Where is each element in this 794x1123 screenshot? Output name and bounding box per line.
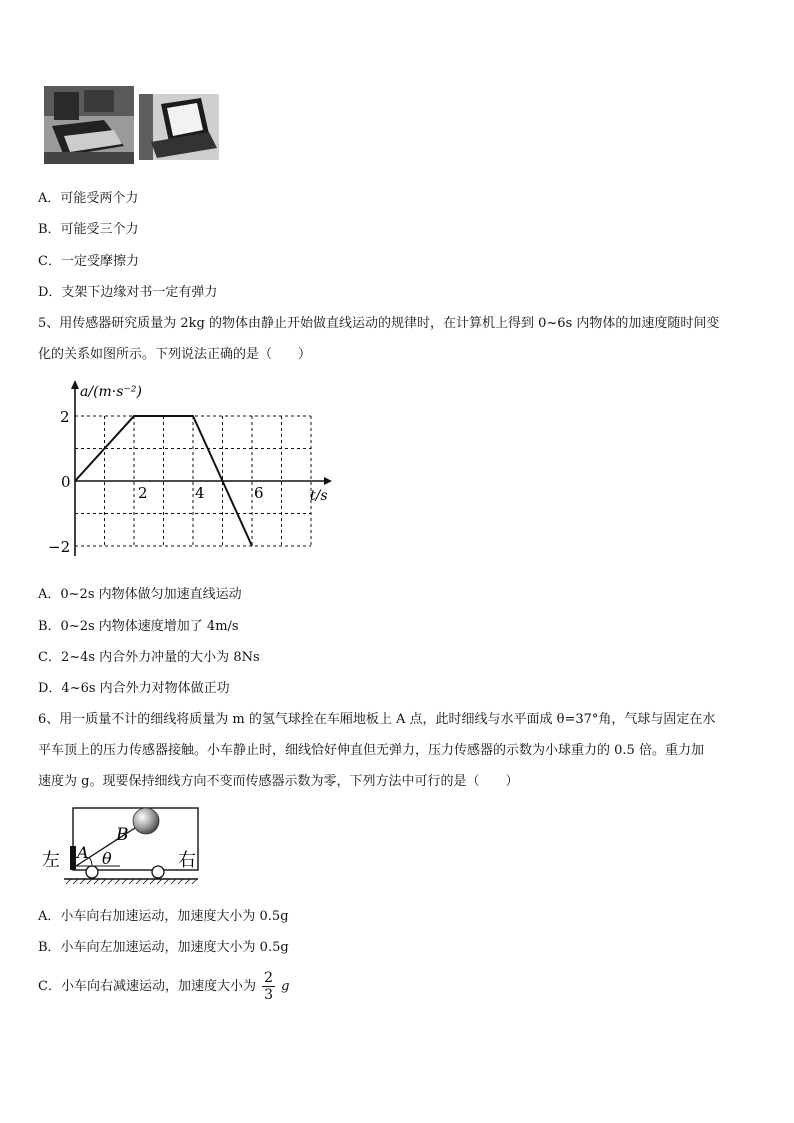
q6-option-a: A．小车向右加速运动，加速度大小为 0.5g xyxy=(38,909,289,924)
x-tick-6: 6 xyxy=(254,484,264,502)
anchor-block xyxy=(70,846,76,870)
x-tick-4: 4 xyxy=(195,484,205,502)
x-tick-2: 2 xyxy=(138,484,148,502)
q5-option-c: C．2~4s 内合外力冲量的大小为 8Ns xyxy=(38,650,260,665)
q4-option-d: D．支架下边缘对书一定有弹力 xyxy=(38,285,218,300)
wheel-right xyxy=(152,866,164,878)
book-stand-photo-1 xyxy=(44,86,134,164)
y-tick-0: 0 xyxy=(61,473,71,491)
ground-hatching xyxy=(66,879,197,884)
t-axis-label: t/s xyxy=(310,488,328,504)
q6-option-c-text: C．小车向右减速运动，加速度大小为 xyxy=(38,979,256,994)
label-left: 左 xyxy=(42,850,60,871)
t-axis-arrow xyxy=(324,477,332,485)
fraction-two-thirds xyxy=(262,970,275,1003)
balloon xyxy=(133,808,159,834)
y-tick-minus-2: −2 xyxy=(48,538,71,556)
q5-stem-line-2: 化的关系如图所示。下列说法正确的是（ ） xyxy=(38,347,312,362)
fraction-numerator: 2 xyxy=(264,970,274,986)
label-a: A xyxy=(77,843,89,862)
q6-stem-line-3: 速度为 g。现要保持细线方向不变而传感器示数为零，下列方法中可行的是（ ） xyxy=(38,774,519,789)
q5-stem-line-1: 5、用传感器研究质量为 2kg 的物体由静止开始做直线运动的规律时，在计算机上得到 0~6s 内物体的加速度随时间变 xyxy=(38,316,720,331)
q4-option-b: B．可能受三个力 xyxy=(38,222,139,237)
q6-stem-line-2: 平车顶上的压力传感器接触。小车静止时，细线恰好伸直但无弹力，压力传感器的示数为小球重力的 0.5 倍。重力加 xyxy=(38,743,704,758)
fraction-denominator: 3 xyxy=(264,987,274,1003)
q6-option-c xyxy=(38,970,289,1003)
q5-option-d: D．4~6s 内合外力对物体做正功 xyxy=(38,681,230,696)
q5-option-b: B．0~2s 内物体速度增加了 4m/s xyxy=(38,619,239,634)
a-axis-arrow xyxy=(71,380,79,389)
q6-stem-line-1: 6、用一质量不计的细线将质量为 m 的氢气球拴在车厢地板上 A 点，此时细线与水平面成 θ=37°角，气球与固定在水 xyxy=(38,712,716,727)
q5-option-a: A．0~2s 内物体做匀加速直线运动 xyxy=(38,587,242,602)
wheel-left xyxy=(86,866,98,878)
acceleration-time-graph xyxy=(40,374,340,564)
angle-arc xyxy=(89,857,92,866)
label-theta: θ xyxy=(102,849,112,868)
label-right: 右 xyxy=(178,850,196,871)
a-axis-label: a/(m·s⁻²) xyxy=(80,384,142,400)
cart-balloon-diagram xyxy=(40,800,210,890)
q6-option-b: B．小车向左加速运动，加速度大小为 0.5g xyxy=(38,940,289,955)
q4-option-c: C．一定受摩擦力 xyxy=(38,254,139,269)
q6-option-c-g: g xyxy=(281,979,290,994)
q4-option-a: A．可能受两个力 xyxy=(38,191,139,206)
y-tick-2: 2 xyxy=(60,408,70,426)
label-b: B xyxy=(116,825,129,845)
book-stand-photo-2 xyxy=(139,88,219,166)
